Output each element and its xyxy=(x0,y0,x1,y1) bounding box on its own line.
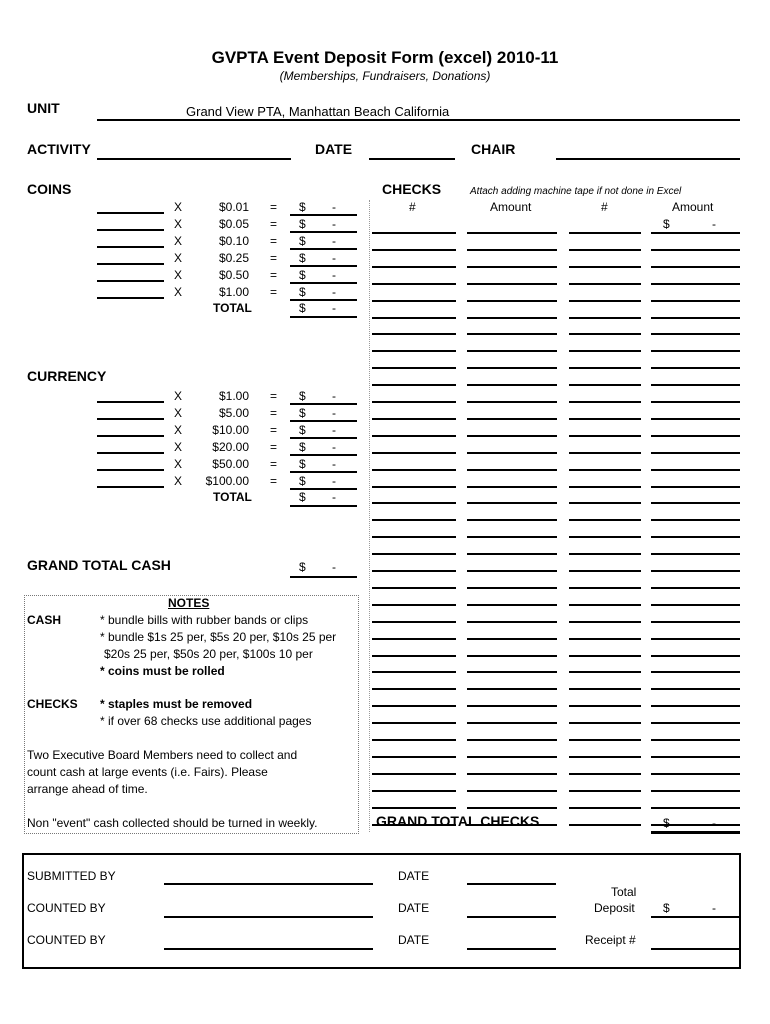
check-number-field[interactable] xyxy=(372,452,456,454)
coins-amount-underline xyxy=(290,248,357,250)
check-number-field[interactable] xyxy=(372,502,456,504)
currency-amount-underline xyxy=(290,471,357,473)
check-number-field[interactable] xyxy=(569,705,641,707)
check-amount-field[interactable] xyxy=(651,722,740,724)
coins-equals-sign: = xyxy=(270,217,278,231)
currency-currency-sign: $ xyxy=(299,474,306,488)
currency-heading: CURRENCY xyxy=(27,368,107,384)
check-number-field[interactable] xyxy=(569,638,641,640)
check-amount-field[interactable] xyxy=(651,739,740,741)
currency-denomination: $100.00 xyxy=(205,474,249,488)
grand-total-checks-underline xyxy=(651,831,740,834)
check-number-field[interactable] xyxy=(569,300,641,302)
checks-col-amount-1: Amount xyxy=(490,200,532,214)
currency-equals-sign: = xyxy=(270,389,278,403)
checks-col-number-1: # xyxy=(409,200,416,214)
coins-count-field[interactable] xyxy=(97,263,164,265)
check-amount-field[interactable] xyxy=(651,519,740,521)
activity-field[interactable] xyxy=(97,158,291,160)
check-amount-field[interactable] xyxy=(467,773,557,775)
coins-times-sign: X xyxy=(174,285,183,299)
currency-equals-sign: = xyxy=(270,457,278,471)
checks-heading: CHECKS xyxy=(382,181,442,197)
check-number-field[interactable] xyxy=(569,773,641,775)
check-amount-field[interactable] xyxy=(651,621,740,623)
check-amount-field[interactable] xyxy=(467,232,557,234)
check-amount-field[interactable] xyxy=(467,807,557,809)
currency-amount-underline xyxy=(290,420,357,422)
check-amount-field[interactable] xyxy=(467,705,557,707)
check-number-field[interactable] xyxy=(372,249,456,251)
check-number-field[interactable] xyxy=(372,418,456,420)
grand-total-cash-label: GRAND TOTAL CASH xyxy=(27,557,171,573)
currency-currency-sign: $ xyxy=(299,423,306,437)
check-amount-field[interactable] xyxy=(467,367,557,369)
check-number-field[interactable] xyxy=(569,384,641,386)
coins-times-sign: X xyxy=(174,268,183,282)
coins-total-label: TOTAL xyxy=(213,301,252,315)
currency-count-field[interactable] xyxy=(97,401,164,403)
coins-currency-sign: $ xyxy=(299,268,306,282)
coins-equals-sign: = xyxy=(270,234,278,248)
notes-cash-line: * bundle $1s 25 per, $5s 20 per, $10s 25 per xyxy=(100,630,337,644)
notes-cash-line: $20s 25 per, $50s 20 per, $100s 10 per xyxy=(104,647,313,661)
check-number-field[interactable] xyxy=(372,604,456,606)
coins-count-field[interactable] xyxy=(97,229,164,231)
unit-label: UNIT xyxy=(27,100,60,116)
check-number-field[interactable] xyxy=(372,317,456,319)
check-amount-field[interactable] xyxy=(467,300,557,302)
coins-times-sign: X xyxy=(174,251,183,265)
currency-times-sign: X xyxy=(174,389,183,403)
coins-heading: COINS xyxy=(27,181,72,197)
coins-times-sign: X xyxy=(174,217,183,231)
currency-count-field[interactable] xyxy=(97,486,164,488)
notes-cash-line: * bundle bills with rubber bands or clips xyxy=(100,613,309,627)
check-amount-field[interactable] xyxy=(651,553,740,555)
check-number-field[interactable] xyxy=(569,671,641,673)
check-amount-field[interactable] xyxy=(467,418,557,420)
check-number-field[interactable] xyxy=(569,317,641,319)
check-amount-field[interactable] xyxy=(651,401,740,403)
coins-amount: - xyxy=(332,234,336,248)
check-amount-field[interactable] xyxy=(467,249,557,251)
check-number-field[interactable] xyxy=(569,655,641,657)
check-amount-field[interactable] xyxy=(651,688,740,690)
activity-label: ACTIVITY xyxy=(27,141,91,157)
check-number-field[interactable] xyxy=(372,232,456,234)
check-number-field[interactable] xyxy=(569,333,641,335)
grand-total-cash-underline xyxy=(290,576,357,578)
check-amount-field[interactable] xyxy=(651,671,740,673)
coins-total-underline xyxy=(290,316,357,318)
notes-checks-line: * if over 68 checks use additional pages xyxy=(100,714,312,728)
submitted-by-field[interactable] xyxy=(164,883,373,885)
check-number-field[interactable] xyxy=(569,452,641,454)
check-amount-field[interactable] xyxy=(467,587,557,589)
check-number-field[interactable] xyxy=(569,722,641,724)
checks-first-currency: $ xyxy=(663,217,670,231)
check-amount-field[interactable] xyxy=(467,671,557,673)
check-amount-field[interactable] xyxy=(651,469,740,471)
check-amount-field[interactable] xyxy=(467,638,557,640)
coins-amount: - xyxy=(332,251,336,265)
check-amount-field[interactable] xyxy=(467,536,557,538)
check-number-field[interactable] xyxy=(372,655,456,657)
coins-equals-sign: = xyxy=(270,285,278,299)
check-number-field[interactable] xyxy=(569,469,641,471)
deposit-currency: $ xyxy=(663,901,670,915)
check-number-field[interactable] xyxy=(569,756,641,758)
check-number-field[interactable] xyxy=(569,486,641,488)
coins-times-sign: X xyxy=(174,200,183,214)
currency-denomination: $5.00 xyxy=(218,406,249,420)
currency-equals-sign: = xyxy=(270,423,278,437)
check-amount-field[interactable] xyxy=(467,502,557,504)
check-number-field[interactable] xyxy=(569,587,641,589)
coins-amount-underline xyxy=(290,231,357,233)
coins-count-field[interactable] xyxy=(97,280,164,282)
coins-count-field[interactable] xyxy=(97,297,164,299)
currency-times-sign: X xyxy=(174,440,183,454)
check-amount-field[interactable] xyxy=(651,384,740,386)
check-amount-field[interactable] xyxy=(651,604,740,606)
currency-currency-sign: $ xyxy=(299,389,306,403)
check-amount-field[interactable] xyxy=(467,452,557,454)
coins-amount-underline xyxy=(290,265,357,267)
check-number-field[interactable] xyxy=(569,688,641,690)
check-amount-field[interactable] xyxy=(651,435,740,437)
check-number-field[interactable] xyxy=(569,621,641,623)
counted-by-2-label: COUNTED BY xyxy=(27,933,106,947)
check-amount-field[interactable] xyxy=(467,283,557,285)
coins-equals-sign: = xyxy=(270,200,278,214)
check-amount-field[interactable] xyxy=(467,333,557,335)
check-number-field[interactable] xyxy=(372,688,456,690)
coins-currency-sign: $ xyxy=(299,251,306,265)
grand-total-cash-currency: $ xyxy=(299,560,306,574)
check-amount-field[interactable] xyxy=(467,722,557,724)
check-amount-field[interactable] xyxy=(651,283,740,285)
check-number-field[interactable] xyxy=(569,435,641,437)
counted-date-2-field[interactable] xyxy=(467,948,556,950)
coins-denomination: $0.50 xyxy=(218,268,249,282)
check-amount-field[interactable] xyxy=(651,418,740,420)
check-amount-field[interactable] xyxy=(651,333,740,335)
currency-amount: - xyxy=(332,457,336,471)
currency-denomination: $20.00 xyxy=(212,440,249,454)
check-amount-field[interactable] xyxy=(651,486,740,488)
check-number-field[interactable] xyxy=(372,486,456,488)
deposit-label: Deposit xyxy=(594,901,635,915)
column-divider xyxy=(369,200,370,832)
check-amount-field[interactable] xyxy=(651,249,740,251)
currency-amount-underline xyxy=(290,437,357,439)
check-number-field[interactable] xyxy=(372,469,456,471)
check-amount-field[interactable] xyxy=(467,435,557,437)
check-amount-field[interactable] xyxy=(651,807,740,809)
check-number-field[interactable] xyxy=(372,435,456,437)
check-amount-field[interactable] xyxy=(651,587,740,589)
check-amount-field[interactable] xyxy=(651,350,740,352)
coins-denomination: $0.05 xyxy=(218,217,249,231)
coins-currency-sign: $ xyxy=(299,234,306,248)
currency-amount-underline xyxy=(290,403,357,405)
grand-total-checks-label: GRAND TOTAL CHECKS xyxy=(376,813,540,829)
check-amount-field[interactable] xyxy=(467,655,557,657)
currency-count-field[interactable] xyxy=(97,452,164,454)
check-amount-field[interactable] xyxy=(651,570,740,572)
notes-checks-line: * staples must be removed xyxy=(100,697,253,711)
check-amount-field[interactable] xyxy=(467,621,557,623)
notes-cash-line: * coins must be rolled xyxy=(100,664,225,678)
check-number-field[interactable] xyxy=(569,790,641,792)
check-number-field[interactable] xyxy=(372,536,456,538)
check-amount-field[interactable] xyxy=(651,773,740,775)
date-label: DATE xyxy=(315,141,353,157)
checks-col-number-2: # xyxy=(601,200,608,214)
check-amount-field[interactable] xyxy=(651,300,740,302)
check-number-field[interactable] xyxy=(372,350,456,352)
coins-amount: - xyxy=(332,285,336,299)
check-amount-field[interactable] xyxy=(651,317,740,319)
currency-total-underline xyxy=(290,505,357,507)
check-amount-field[interactable] xyxy=(467,401,557,403)
counted-by-2-field[interactable] xyxy=(164,948,373,950)
check-amount-field[interactable] xyxy=(467,756,557,758)
check-number-field[interactable] xyxy=(372,384,456,386)
check-amount-field[interactable] xyxy=(651,638,740,640)
check-number-field[interactable] xyxy=(569,401,641,403)
chair-label: CHAIR xyxy=(471,141,516,157)
coins-amount: - xyxy=(332,200,336,214)
check-number-field[interactable] xyxy=(569,604,641,606)
currency-amount: - xyxy=(332,406,336,420)
check-amount-field[interactable] xyxy=(651,452,740,454)
check-number-field[interactable] xyxy=(372,739,456,741)
notes-paragraph-line: Non "event" cash collected should be turned in weekly. xyxy=(27,816,318,830)
currency-denomination: $50.00 xyxy=(212,457,249,471)
check-amount-field[interactable] xyxy=(651,502,740,504)
check-amount-field[interactable] xyxy=(467,384,557,386)
check-number-field[interactable] xyxy=(569,249,641,251)
page-subtitle: (Memberships, Fundraisers, Donations) xyxy=(279,69,491,83)
check-number-field[interactable] xyxy=(372,638,456,640)
currency-amount-underline xyxy=(290,454,357,456)
check-amount-field[interactable] xyxy=(467,739,557,741)
currency-times-sign: X xyxy=(174,406,183,420)
unit-value[interactable]: Grand View PTA, Manhattan Beach California xyxy=(186,104,450,119)
check-amount-field[interactable] xyxy=(467,604,557,606)
check-number-field[interactable] xyxy=(569,350,641,352)
counted-date-2-label: DATE xyxy=(398,933,430,947)
check-number-field[interactable] xyxy=(372,401,456,403)
currency-times-sign: X xyxy=(174,474,183,488)
check-number-field[interactable] xyxy=(372,553,456,555)
check-amount-field[interactable] xyxy=(467,350,557,352)
currency-times-sign: X xyxy=(174,423,183,437)
check-number-field[interactable] xyxy=(372,266,456,268)
check-amount-field[interactable] xyxy=(651,232,740,234)
check-number-field[interactable] xyxy=(372,705,456,707)
checks-first-amount: - xyxy=(712,217,716,231)
currency-amount: - xyxy=(332,474,336,488)
deposit-field[interactable] xyxy=(651,916,740,918)
currency-equals-sign: = xyxy=(270,406,278,420)
currency-count-field[interactable] xyxy=(97,469,164,471)
check-number-field[interactable] xyxy=(372,283,456,285)
check-amount-field[interactable] xyxy=(467,317,557,319)
check-number-field[interactable] xyxy=(372,570,456,572)
currency-currency-sign: $ xyxy=(299,440,306,454)
check-number-field[interactable] xyxy=(372,790,456,792)
check-number-field[interactable] xyxy=(569,418,641,420)
checks-col-amount-2: Amount xyxy=(672,200,714,214)
check-number-field[interactable] xyxy=(569,536,641,538)
check-amount-field[interactable] xyxy=(467,553,557,555)
currency-equals-sign: = xyxy=(270,474,278,488)
currency-count-field[interactable] xyxy=(97,435,164,437)
notes-paragraph-line: count cash at large events (i.e. Fairs). Please xyxy=(27,765,268,779)
check-number-field[interactable] xyxy=(372,333,456,335)
check-amount-field[interactable] xyxy=(467,486,557,488)
check-amount-field[interactable] xyxy=(651,536,740,538)
check-amount-field[interactable] xyxy=(467,688,557,690)
coins-count-field[interactable] xyxy=(97,212,164,214)
currency-amount: - xyxy=(332,389,336,403)
check-number-field[interactable] xyxy=(569,266,641,268)
currency-denomination: $10.00 xyxy=(212,423,249,437)
check-number-field[interactable] xyxy=(569,283,641,285)
total-label: Total xyxy=(611,885,637,899)
unit-line xyxy=(97,119,740,121)
counted-date-1-field[interactable] xyxy=(467,916,556,918)
coins-count-field[interactable] xyxy=(97,246,164,248)
currency-currency-sign: $ xyxy=(299,457,306,471)
check-number-field[interactable] xyxy=(569,553,641,555)
check-number-field[interactable] xyxy=(569,739,641,741)
currency-denomination: $1.00 xyxy=(218,389,249,403)
grand-total-checks-amount: - xyxy=(712,816,716,830)
check-number-field[interactable] xyxy=(569,232,641,234)
check-number-field[interactable] xyxy=(372,807,456,809)
notes-paragraph-line: Two Executive Board Members need to collect and xyxy=(27,748,298,762)
receipt-field[interactable] xyxy=(651,948,740,950)
coins-amount-underline xyxy=(290,282,357,284)
check-amount-field[interactable] xyxy=(651,705,740,707)
coins-currency-sign: $ xyxy=(299,285,306,299)
counted-date-1-label: DATE xyxy=(398,901,430,915)
counted-by-1-label: COUNTED BY xyxy=(27,901,106,915)
check-amount-field[interactable] xyxy=(467,266,557,268)
currency-amount: - xyxy=(332,440,336,454)
check-amount-field[interactable] xyxy=(467,519,557,521)
check-number-field[interactable] xyxy=(372,722,456,724)
check-amount-field[interactable] xyxy=(651,756,740,758)
grand-total-cash-amount: - xyxy=(332,560,336,574)
coins-total-currency: $ xyxy=(299,301,306,315)
coins-currency-sign: $ xyxy=(299,200,306,214)
check-number-field[interactable] xyxy=(372,367,456,369)
check-number-field[interactable] xyxy=(372,671,456,673)
coins-times-sign: X xyxy=(174,234,183,248)
check-amount-field[interactable] xyxy=(651,266,740,268)
check-number-field[interactable] xyxy=(569,570,641,572)
page-title: GVPTA Event Deposit Form (excel) 2010-11 xyxy=(211,48,559,67)
check-number-field[interactable] xyxy=(372,300,456,302)
check-number-field[interactable] xyxy=(569,824,641,826)
check-amount-field[interactable] xyxy=(467,469,557,471)
check-number-field[interactable] xyxy=(569,807,641,809)
submitted-date-field[interactable] xyxy=(467,883,556,885)
coins-denomination: $1.00 xyxy=(218,285,249,299)
coins-equals-sign: = xyxy=(270,251,278,265)
coins-amount: - xyxy=(332,268,336,282)
date-field[interactable] xyxy=(369,158,455,160)
notes-checks-label: CHECKS xyxy=(27,697,78,711)
check-number-field[interactable] xyxy=(569,519,641,521)
coins-denomination: $0.01 xyxy=(218,200,249,214)
check-number-field[interactable] xyxy=(372,621,456,623)
chair-field[interactable] xyxy=(556,158,740,160)
check-number-field[interactable] xyxy=(569,502,641,504)
grand-total-checks-currency: $ xyxy=(663,816,670,830)
currency-count-field[interactable] xyxy=(97,418,164,420)
check-number-field[interactable] xyxy=(372,519,456,521)
notes-cash-label: CASH xyxy=(27,613,62,627)
submitted-by-label: SUBMITTED BY xyxy=(27,869,116,883)
check-number-field[interactable] xyxy=(372,773,456,775)
check-amount-field[interactable] xyxy=(651,790,740,792)
coins-total-amount: - xyxy=(332,301,336,315)
coins-equals-sign: = xyxy=(270,268,278,282)
notes-paragraph-line: arrange ahead of time. xyxy=(27,782,148,796)
coins-currency-sign: $ xyxy=(299,217,306,231)
currency-currency-sign: $ xyxy=(299,406,306,420)
deposit-amount: - xyxy=(712,901,716,915)
coins-amount-underline xyxy=(290,214,357,216)
currency-total-currency: $ xyxy=(299,490,306,504)
coins-amount: - xyxy=(332,217,336,231)
currency-equals-sign: = xyxy=(270,440,278,454)
check-amount-field[interactable] xyxy=(467,790,557,792)
check-amount-field[interactable] xyxy=(651,655,740,657)
coins-denomination: $0.10 xyxy=(218,234,249,248)
currency-amount: - xyxy=(332,423,336,437)
currency-times-sign: X xyxy=(174,457,183,471)
checks-note: Attach adding machine tape if not done in Excel xyxy=(470,186,682,197)
check-amount-field[interactable] xyxy=(467,570,557,572)
receipt-label: Receipt # xyxy=(585,933,636,947)
check-number-field[interactable] xyxy=(569,367,641,369)
currency-total-amount: - xyxy=(332,490,336,504)
notes-heading: NOTES xyxy=(168,596,210,610)
check-amount-field[interactable] xyxy=(651,367,740,369)
coins-denomination: $0.25 xyxy=(218,251,249,265)
check-number-field[interactable] xyxy=(372,587,456,589)
currency-total-label: TOTAL xyxy=(213,490,252,504)
counted-by-1-field[interactable] xyxy=(164,916,373,918)
submitted-date-label: DATE xyxy=(398,869,430,883)
check-number-field[interactable] xyxy=(372,756,456,758)
